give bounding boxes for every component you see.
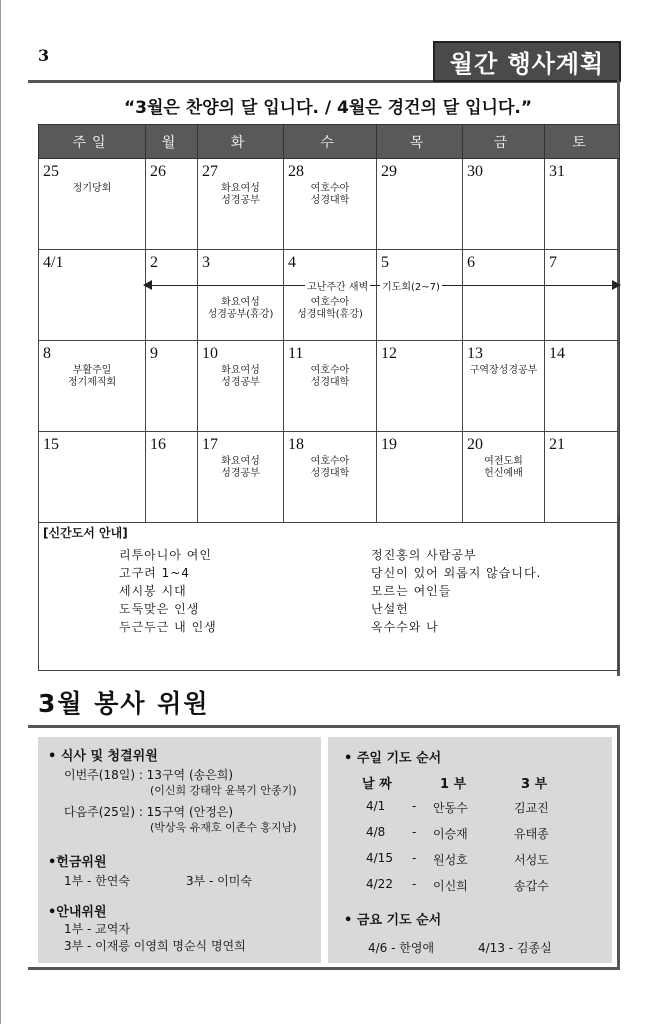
calendar-day-cell bbox=[146, 432, 198, 523]
book-title: 리투아니아 여인 bbox=[119, 548, 212, 562]
weekday-header: 주일 bbox=[39, 125, 146, 159]
calendar-day-cell bbox=[377, 341, 463, 432]
book-title: 난설헌 bbox=[371, 602, 409, 616]
calendar-day-cell bbox=[463, 250, 545, 341]
weekday-header: 수 bbox=[284, 125, 377, 159]
calendar-day-cell bbox=[146, 341, 198, 432]
calendar-event: 화요여성 bbox=[221, 456, 260, 467]
page-number: 3 bbox=[38, 46, 50, 65]
prayer-row-dash: - bbox=[412, 825, 417, 839]
calendar-day-cell bbox=[377, 159, 463, 250]
prayer-row-third: 유태종 bbox=[514, 827, 549, 841]
day-number: 11 bbox=[288, 345, 304, 362]
book-title: 모르는 여인들 bbox=[371, 584, 452, 598]
book-title: 정진홍의 사람공부 bbox=[371, 548, 477, 562]
day-number: 14 bbox=[549, 345, 565, 362]
offering-third-service: 3부 - 이미숙 bbox=[186, 874, 252, 888]
day-number: 29 bbox=[381, 163, 397, 180]
calendar-day-cell bbox=[545, 250, 620, 341]
calendar-event: 정기당회 bbox=[72, 183, 112, 194]
monthly-theme-banner: “3월은 찬양의 달 입니다. / 4월은 경건의 달 입니다.” bbox=[123, 98, 533, 118]
calendar-event: 성경대학 bbox=[310, 377, 350, 388]
service-section-title: 3월 봉사 위원 bbox=[38, 689, 210, 718]
usher-first-service: 1부 - 교역자 bbox=[64, 922, 130, 936]
day-number: 15 bbox=[43, 436, 59, 453]
calendar-day-cell bbox=[377, 432, 463, 523]
calendar-day-cell bbox=[39, 250, 146, 341]
span-event-label: 기도회(2~7) bbox=[380, 278, 442, 293]
calendar-event: 여호수아 bbox=[310, 183, 350, 194]
calendar-day-cell bbox=[198, 159, 284, 250]
book-title: 도둑맞은 인생 bbox=[119, 602, 200, 616]
day-number: 4/1 bbox=[43, 254, 64, 271]
calendar-day-cell bbox=[463, 432, 545, 523]
prayer-row-first: 안동수 bbox=[433, 801, 468, 815]
calendar-event: 여호수아 bbox=[310, 365, 350, 376]
this-week-members: (이신희 강태악 윤복기 안종기) bbox=[150, 784, 297, 797]
friday-prayer-item: 4/13 - 김종실 bbox=[478, 941, 552, 955]
day-number: 3 bbox=[202, 254, 210, 271]
meal-cleaning-heading: • 식사 및 청결위원 bbox=[48, 749, 158, 764]
weekday-header: 화 bbox=[198, 125, 284, 159]
calendar-day-cell bbox=[198, 341, 284, 432]
day-number: 21 bbox=[549, 436, 565, 453]
calendar-event: 화요여성 bbox=[221, 297, 260, 308]
prayer-row-dash: - bbox=[412, 877, 417, 891]
calendar-day-cell bbox=[284, 250, 377, 341]
calendar-event: 부활주일 bbox=[72, 365, 112, 376]
page-title: 월간 행사계획 bbox=[433, 41, 621, 82]
calendar-event: 성경대학 bbox=[310, 195, 350, 206]
offering-heading: •헌금위원 bbox=[48, 855, 107, 870]
calendar-day-cell bbox=[39, 159, 146, 250]
calendar-day-cell bbox=[198, 432, 284, 523]
calendar-week-row bbox=[39, 341, 620, 432]
day-number: 8 bbox=[43, 345, 51, 362]
day-number: 31 bbox=[549, 163, 565, 180]
span-event-label: 고난주간 새벽 bbox=[305, 278, 370, 293]
usher-heading: •안내위원 bbox=[48, 905, 107, 920]
prayer-row-third: 송갑수 bbox=[514, 879, 549, 893]
next-week-members: (박상욱 유재호 이존수 홍지남) bbox=[150, 821, 297, 834]
day-number: 12 bbox=[381, 345, 397, 362]
book-title: 두근두근 내 인생 bbox=[119, 620, 217, 634]
calendar-event: 헌신예배 bbox=[484, 468, 523, 479]
day-number: 7 bbox=[549, 254, 557, 271]
friday-prayer-heading: • 금요 기도 순서 bbox=[344, 913, 442, 928]
day-number: 16 bbox=[150, 436, 166, 453]
book-title: 세시봉 시대 bbox=[119, 584, 187, 598]
friday-prayer-item: 4/6 - 한영애 bbox=[368, 941, 435, 955]
prayer-row-third: 김교진 bbox=[514, 801, 549, 815]
calendar-day-cell bbox=[284, 159, 377, 250]
calendar-day-cell bbox=[463, 341, 545, 432]
day-number: 30 bbox=[467, 163, 483, 180]
prayer-row-first: 이신희 bbox=[433, 879, 468, 893]
day-number: 27 bbox=[202, 163, 218, 180]
calendar-day-cell bbox=[545, 159, 620, 250]
prayer-row-dash: - bbox=[412, 851, 417, 865]
prayer-col-third: 3 부 bbox=[521, 777, 548, 792]
day-number: 4 bbox=[288, 254, 296, 271]
service-rule bbox=[28, 725, 620, 728]
calendar-week-row bbox=[39, 159, 620, 250]
calendar-event: 여호수아 bbox=[310, 456, 350, 467]
calendar-day-cell bbox=[377, 250, 463, 341]
day-number: 20 bbox=[467, 436, 483, 453]
weekday-header: 목 bbox=[377, 125, 463, 159]
prayer-row-date: 4/1 bbox=[366, 799, 386, 813]
day-number: 17 bbox=[202, 436, 218, 453]
day-number: 9 bbox=[150, 345, 158, 362]
calendar-day-cell bbox=[146, 250, 198, 341]
day-number: 28 bbox=[288, 163, 304, 180]
day-number: 19 bbox=[381, 436, 397, 453]
service-right-panel bbox=[328, 737, 612, 963]
day-number: 2 bbox=[150, 254, 158, 271]
prayer-row-dash: - bbox=[412, 799, 417, 813]
prayer-row-date: 4/15 bbox=[366, 851, 393, 865]
calendar-day-cell bbox=[198, 250, 284, 341]
calendar-day-cell bbox=[39, 341, 146, 432]
calendar-day-cell bbox=[545, 341, 620, 432]
prayer-col-date: 날 짜 bbox=[362, 777, 392, 792]
page-edge bbox=[0, 0, 1, 1024]
books-heading: [신간도서 안내] bbox=[43, 526, 128, 540]
calendar-event: 여전도회 bbox=[484, 456, 523, 467]
book-title: 옥수수와 나 bbox=[371, 620, 439, 634]
day-number: 10 bbox=[202, 345, 218, 362]
book-title: 당신이 있어 외롭지 않습니다. bbox=[371, 566, 542, 580]
prayer-row-first: 원성호 bbox=[433, 853, 468, 867]
prayer-row-third: 서성도 bbox=[514, 853, 549, 867]
day-number: 6 bbox=[467, 254, 475, 271]
service-frame-bottom bbox=[28, 967, 620, 970]
calendar-week-row bbox=[39, 432, 620, 523]
calendar-day-cell bbox=[284, 432, 377, 523]
weekday-header: 월 bbox=[146, 125, 198, 159]
calendar-event: 여호수아 bbox=[310, 297, 350, 308]
calendar-day-cell bbox=[545, 432, 620, 523]
calendar-event: 정기제직회 bbox=[67, 377, 117, 388]
day-number: 13 bbox=[467, 345, 483, 362]
weekday-header: 금 bbox=[463, 125, 545, 159]
calendar-event: 성경대학 bbox=[310, 468, 350, 479]
sunday-prayer-heading: • 주일 기도 순서 bbox=[344, 751, 442, 766]
calendar-event: 성경공부(휴강) bbox=[207, 309, 274, 320]
offering-first-service: 1부 - 한연숙 bbox=[64, 874, 130, 888]
day-number: 25 bbox=[43, 163, 59, 180]
service-frame-right bbox=[617, 725, 620, 970]
prayer-col-first: 1 부 bbox=[440, 777, 467, 792]
prayer-row-date: 4/22 bbox=[366, 877, 393, 891]
prayer-row-first: 이승재 bbox=[433, 827, 468, 841]
calendar-day-cell bbox=[39, 432, 146, 523]
calendar-week-row bbox=[39, 250, 620, 341]
calendar-event: 화요여성 bbox=[221, 365, 260, 376]
day-number: 18 bbox=[288, 436, 304, 453]
book-title: 고구려 1~4 bbox=[119, 566, 190, 580]
calendar-day-cell bbox=[284, 341, 377, 432]
calendar-event: 성경공부 bbox=[221, 195, 260, 206]
day-number: 5 bbox=[381, 254, 389, 271]
calendar-event: 성경공부 bbox=[221, 468, 260, 479]
day-number: 26 bbox=[150, 163, 166, 180]
calendar-table bbox=[38, 124, 620, 523]
weekday-header: 토 bbox=[545, 125, 620, 159]
prayer-row-date: 4/8 bbox=[366, 825, 386, 839]
calendar-event: 성경대학(휴강) bbox=[297, 309, 363, 320]
usher-third-service: 3부 - 이재릉 이영희 명순식 명연희 bbox=[64, 939, 246, 953]
next-week-duty: 다음주(25일) : 15구역 (안정은) bbox=[64, 805, 234, 819]
calendar-day-cell bbox=[146, 159, 198, 250]
this-week-duty: 이번주(18일) : 13구역 (송은희) bbox=[64, 768, 234, 782]
new-books-section bbox=[38, 516, 619, 671]
calendar-event: 화요여성 bbox=[221, 183, 260, 194]
calendar-day-cell bbox=[463, 159, 545, 250]
calendar-event: 구역장성경공부 bbox=[469, 365, 538, 376]
calendar-header-row bbox=[39, 125, 620, 159]
calendar-event: 성경공부 bbox=[221, 377, 260, 388]
